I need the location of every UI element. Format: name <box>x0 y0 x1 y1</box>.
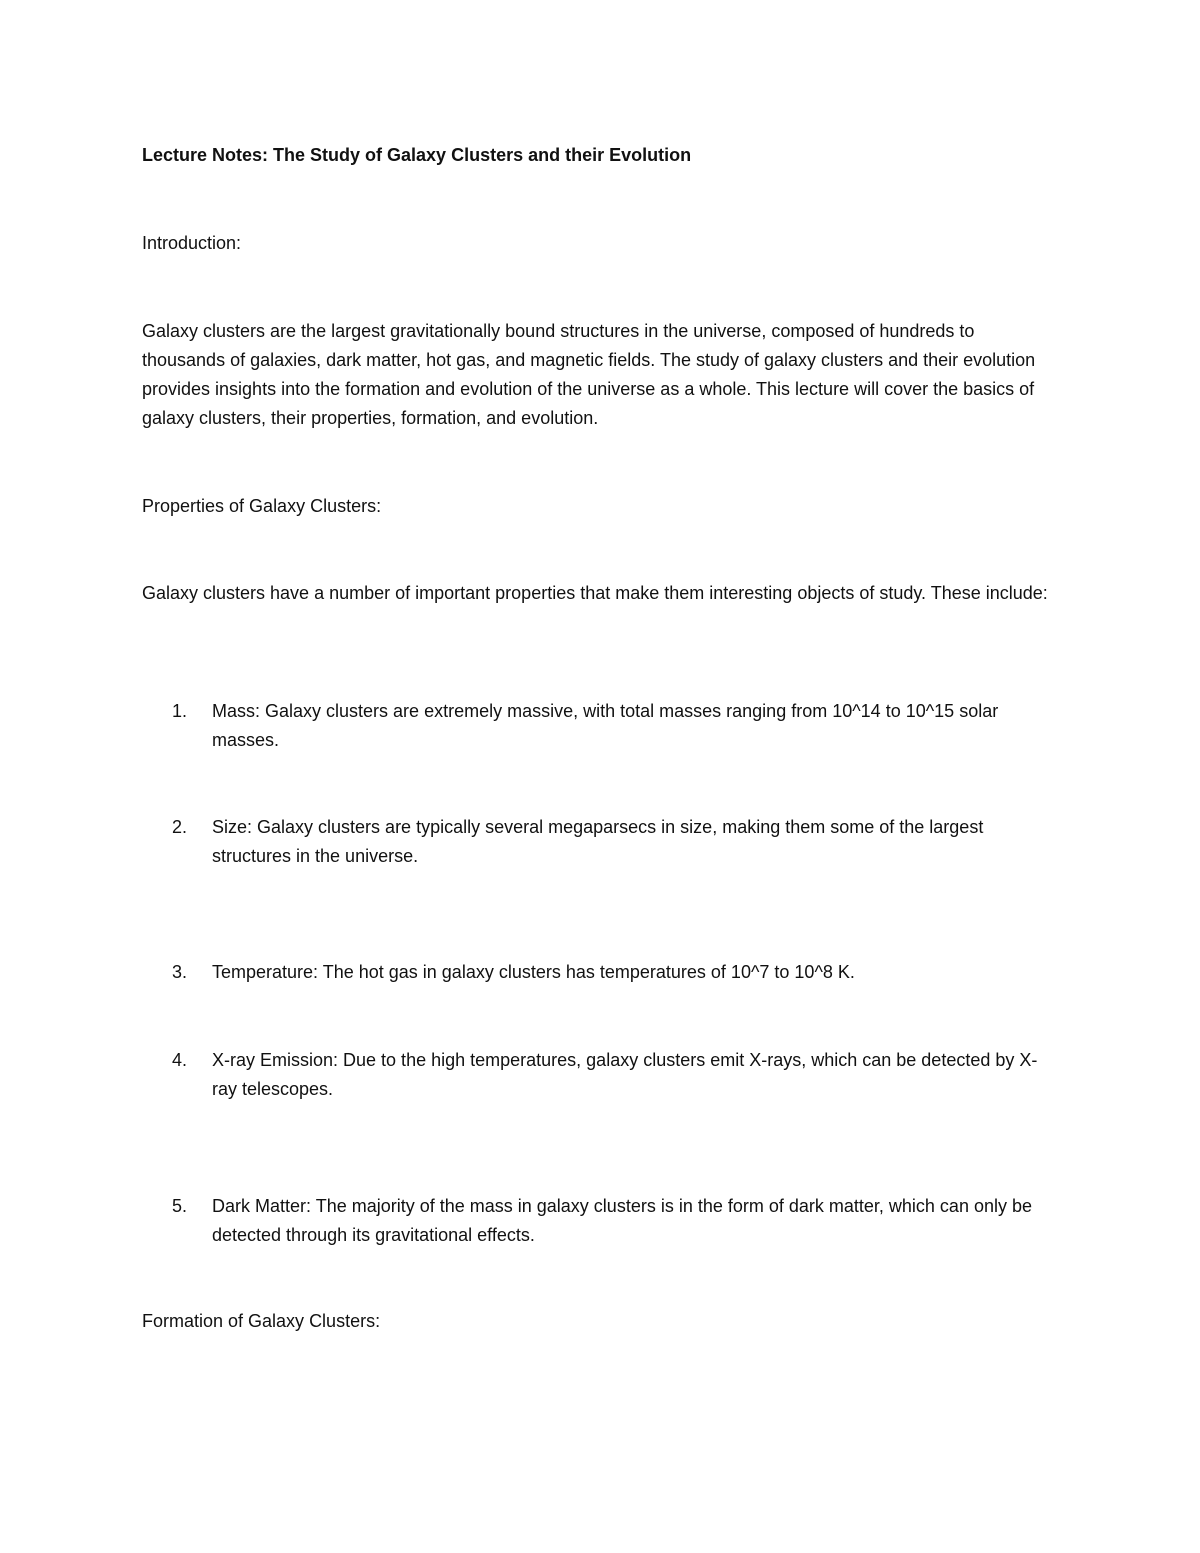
properties-paragraph: Galaxy clusters have a number of important properties that make them interesting objects of study. These include: <box>142 583 1048 603</box>
list-item-text: X-ray Emission: Due to the high temperatures, galaxy clusters emit X-rays, which can be detected by X-ray telescopes. <box>212 1050 1038 1099</box>
section-heading-properties: Properties of Galaxy Clusters: <box>142 496 382 516</box>
list-item-text: Size: Galaxy clusters are typically several megaparsecs in size, making them some of the largest structures in the universe. <box>212 817 984 866</box>
list-item-number: 4. <box>172 1050 188 1070</box>
list-item-number: 5. <box>172 1196 188 1216</box>
section-heading-introduction: Introduction: <box>142 233 242 253</box>
list-item-number: 3. <box>172 962 188 982</box>
list-item-number: 2. <box>172 817 188 837</box>
list-item-text: Dark Matter: The majority of the mass in galaxy clusters is in the form of dark matter, which can only be detected through its gravitational effects. <box>212 1196 1032 1245</box>
document-title: Lecture Notes: The Study of Galaxy Clusters and their Evolution <box>142 145 692 165</box>
list-item-text: Temperature: The hot gas in galaxy clusters has temperatures of 10^7 to 10^8 K. <box>212 962 855 982</box>
introduction-paragraph: Galaxy clusters are the largest gravitationally bound structures in the universe, composed of hundreds to thousands of galaxies, dark matter, hot gas, and magnetic fields. The study of galaxy clusters and their evolution provides insights into the formation and evolution of the universe as a whole. This lecture will cover the basics of galaxy clusters, their properties, formation, and evolution. <box>142 321 1036 428</box>
list-item-text: Mass: Galaxy clusters are extremely massive, with total masses ranging from 10^14 to 10^15 solar masses. <box>212 701 999 750</box>
section-heading-formation: Formation of Galaxy Clusters: <box>142 1311 381 1331</box>
list-item-number: 1. <box>172 701 188 721</box>
